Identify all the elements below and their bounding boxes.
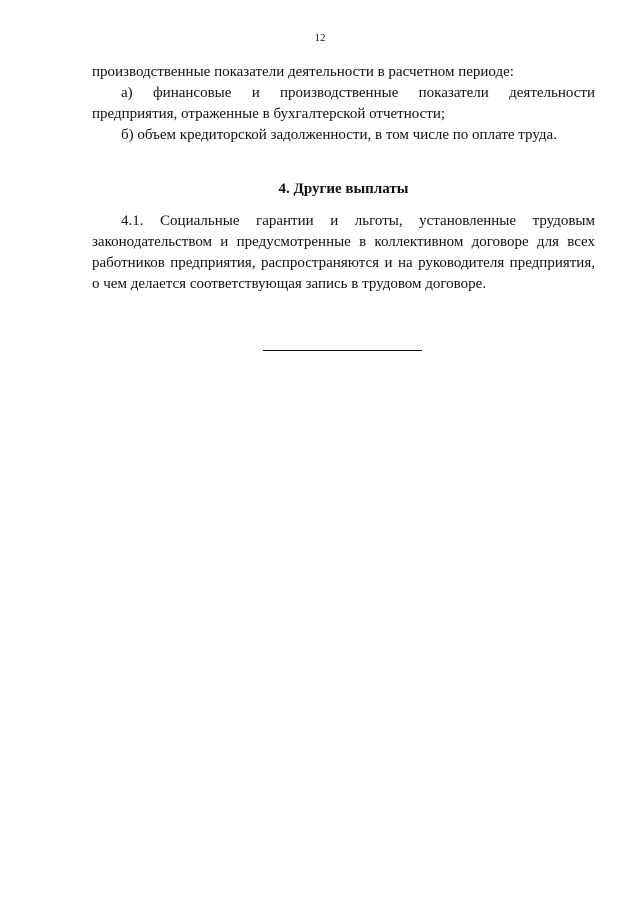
- section-heading: 4. Другие выплаты: [278, 181, 409, 197]
- list-item-a: а) финансовые и производственные показатели деятельности предприятия, отраженные в бухгалтерской отчетности;: [92, 85, 595, 122]
- list-item-b: б) объем кредиторской задолженности, в том числе по оплате труда.: [121, 127, 557, 143]
- paragraph-continuation: производственные показатели деятельности в расчетном периоде:: [92, 64, 514, 80]
- page-content: [92, 62, 595, 295]
- end-separator-line: [263, 350, 422, 351]
- page-number: 12: [314, 32, 326, 44]
- section-paragraph: 4.1. Социальные гарантии и льготы, установленные трудовым законодательством и предусмотренные в коллективном договоре для всех работников предприятия, распространяются и на руководителя предприятия, о чем делается соответствующая запись в трудовом договоре.: [92, 213, 595, 292]
